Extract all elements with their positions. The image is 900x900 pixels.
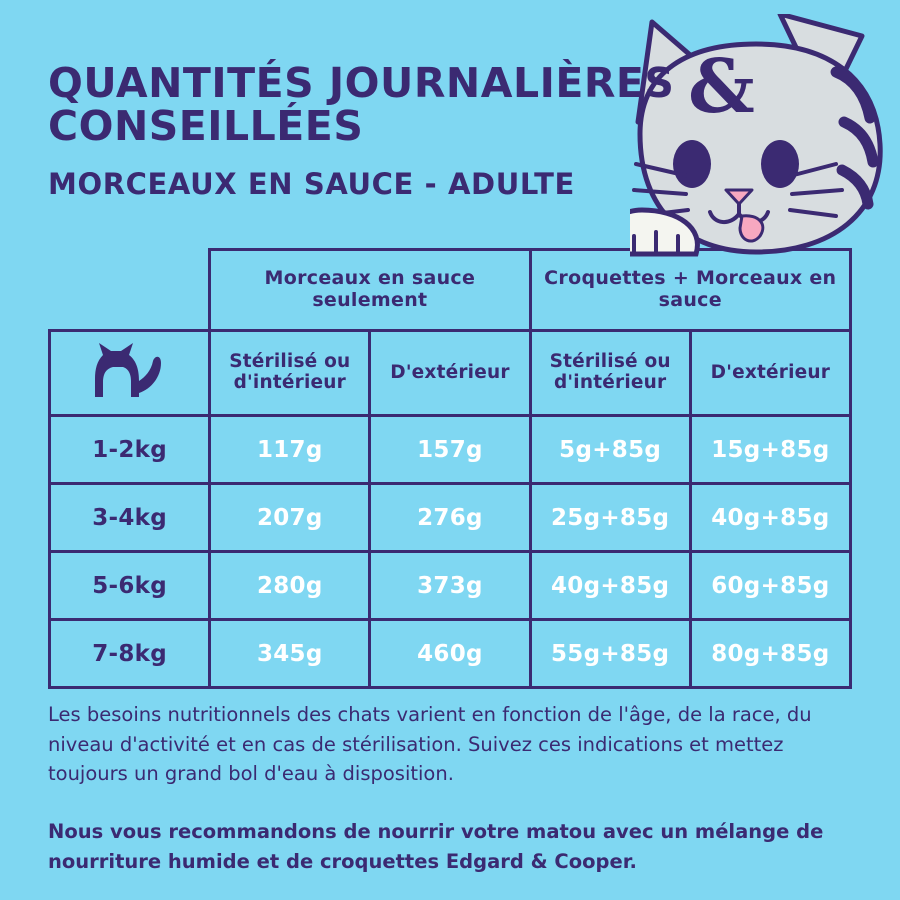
group-header-wet-only: Morceaux en sauce seulement xyxy=(210,250,530,331)
svg-text:&: & xyxy=(688,44,755,130)
row-value: 345g xyxy=(210,620,370,688)
cat-icon xyxy=(87,341,173,401)
table-row xyxy=(50,416,851,484)
row-value: 207g xyxy=(210,484,370,552)
row-value: 280g xyxy=(210,552,370,620)
row-value: 460g xyxy=(370,620,530,688)
header xyxy=(48,59,708,201)
footer-notes xyxy=(48,700,838,876)
table-row xyxy=(50,484,851,552)
row-value: 157g xyxy=(370,416,530,484)
page-subtitle: MORCEAUX EN SAUCE - ADULTE xyxy=(48,166,575,201)
col-header-mixed-outdoor: D'extérieur xyxy=(690,331,850,416)
row-value: 40g+85g xyxy=(530,552,690,620)
row-weight: 1-2kg xyxy=(50,416,210,484)
row-value: 40g+85g xyxy=(690,484,850,552)
row-weight: 3-4kg xyxy=(50,484,210,552)
row-value: 276g xyxy=(370,484,530,552)
table-row xyxy=(50,620,851,688)
page-title: QUANTITÉS JOURNALIÈRES CONSEILLÉES xyxy=(48,59,675,151)
recommendation-note: Nous vous recommandons de nourrir votre matou avec un mélange de nourriture humide et de croquettes Edgard & Cooper. xyxy=(48,819,824,873)
table-column-header-row xyxy=(50,331,851,416)
row-value: 15g+85g xyxy=(690,416,850,484)
col-header-mixed-indoor: Stérilisé ou d'intérieur xyxy=(530,331,690,416)
row-value: 25g+85g xyxy=(530,484,690,552)
col-header-wet-indoor: Stérilisé ou d'intérieur xyxy=(210,331,370,416)
row-weight: 7-8kg xyxy=(50,620,210,688)
row-value: 5g+85g xyxy=(530,416,690,484)
corner-blank xyxy=(50,250,210,331)
row-value: 117g xyxy=(210,416,370,484)
col-header-wet-outdoor: D'extérieur xyxy=(370,331,530,416)
row-value: 60g+85g xyxy=(690,552,850,620)
table-row xyxy=(50,552,851,620)
row-value: 373g xyxy=(370,552,530,620)
quantity-table xyxy=(48,248,852,689)
row-value: 80g+85g xyxy=(690,620,850,688)
nutrition-note: Les besoins nutritionnels des chats varient en fonction de l'âge, de la race, du niveau d'activité et en cas de stérilisation. Suivez ces indications et mettez toujours un grand bol d'eau à disposition. xyxy=(48,703,812,786)
row-weight: 5-6kg xyxy=(50,552,210,620)
row-value: 55g+85g xyxy=(530,620,690,688)
group-header-mixed: Croquettes + Morceaux en sauce xyxy=(530,250,850,331)
cat-icon-cell xyxy=(50,331,210,416)
